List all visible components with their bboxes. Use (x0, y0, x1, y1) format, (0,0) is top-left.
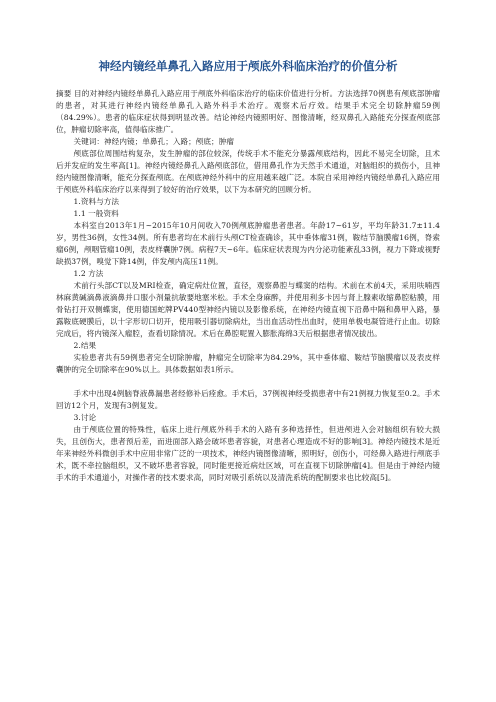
paragraph: 由于颅底位置的特殊性，临床上进行颅底外科手术的入路有多种选择性，但进颅进入会对脑组织有较大损失，且创伤大，患者预后差，而进面部入路会破坏患者容貌，对患者心理造成不好的影响[3]。神经内镜技术是近年来神经外科微创手术中应用非常广泛的一项技术，神经内镜图像清晰，照明好，创伤小，可经鼻入路进行颅底手术，既不牵拉脑组织，又不破坏患者容貌，同时能更接近病灶区域，可在直视下切除肿瘤[4]。但是由于神经内镜手术的手术通道小，对操作者的技术要求高，同时对吸引系统以及清洗系统的配制要求也比较高[5]。 (56, 425, 440, 482)
paragraph: 1.资料与方法 (73, 197, 120, 206)
paragraph-gap (56, 376, 440, 388)
paragraph: 摘要 目的对神经内镜经单鼻孔入路应用于颅底外科临床治疗的临床价值进行分析。方法选择70例患有颅底部肿瘤的患者，对其进行神经内镜经单鼻孔入路外科手术治疗。观察术后疗效。结果手术完全切除肿瘤59例（84.29%）。患者的临床症状得到明显改善。结论神经内镜照明好、图像清晰，经双鼻孔入路能充分探查颅底部位，肿瘤切除率高，值得临床推广。 (56, 89, 440, 134)
paper-body (56, 88, 440, 484)
paragraph: 2.结果 (73, 341, 97, 350)
paragraph: 3.讨论 (73, 413, 97, 422)
paragraph: 1.2 方法 (73, 269, 104, 278)
paragraph: 术前行头部CT以及MRI检查，确定病灶位置，直径，观察鼻腔与蝶窦的结构。术前在术前4天，采用呋喃西林麻黄碱滴鼻液滴鼻并口服小剂量抗敏要地塞米松。手术全身麻醉，并使用利多卡因与肾上腺素收缩鼻腔粘膜，用骨钻打开双侧蝶窦，使用德国蛇牌PV440型神经内镜以及影像系统，在神经内镜直视下沿鼻中隔和鼻甲入路，暴露鞍底硬膜后，以十字形切口切开，使用吸引器切除病灶，当出血活动性出血时，使用单极电凝管进行止血。切除完成后，将内镜深入瘤腔，查看切除情况。术后在鼻腔呢置入膨胀海绵3天后根据患者情况拔出。 (56, 281, 440, 338)
paragraph: 1.1 一般资料 (73, 209, 119, 218)
paragraph: 本科室自2013年1月~2015年10月间收入70例颅底肿瘤患者患者。年龄17~61岁，平均年龄31.7±11.4岁，男性36例，女性34例。所有患者均在术前行头颅CT检查确诊，其中垂体瘤31例，鞍结节脑膜瘤16例，脊索瘤6例，颅咽管瘤10例，表皮样囊肿7例。病程7天~6年。临床症状表现为内分泌功能紊乱33例，视力下降或视野缺损37例，嗅觉下降14例，伴发颅内高压11例。 (56, 221, 440, 266)
paragraph: 实验患者共有59例患者完全切除肿瘤，肿瘤完全切除率为84.29%，其中垂体瘤、鞍结节脑膜瘤以及表皮样囊肿的完全切除率在90%以上。具体数据如表1所示。 (56, 353, 440, 374)
paragraph: 手术中出现4例脑脊液鼻漏患者经修补后痊愈。手术后，37例视神经受损患者中有21例视力恢复至0.2。手术回访12个月，发现有3例复发。 (56, 389, 440, 410)
paper-title: 神经内镜经单鼻孔入路应用于颅底外科临床治疗的价值分析 (98, 59, 398, 73)
paragraph: 颅底部位周围结构复杂，发生肿瘤的部位较深，传统手术不能充分暴露颅底结构，因此不易完全切除，且术后并发症的发生率高[1]。神经内镜经鼻孔入路颅底部位，借用鼻孔作为天然手术通道，对脑组织的损伤小，且神经内镜图像清晰，能充分探查颅底。在颅底神经外科中的应用越来越广泛。本院自采用神经内镜经单鼻孔入路应用于颅底外科临床治疗以来得到了较好的治疗效果，以下为本研究的回顾分析。 (56, 149, 440, 194)
paragraph: 关键词：神经内镜；单鼻孔；入路；颅底；肿瘤 (73, 137, 234, 146)
